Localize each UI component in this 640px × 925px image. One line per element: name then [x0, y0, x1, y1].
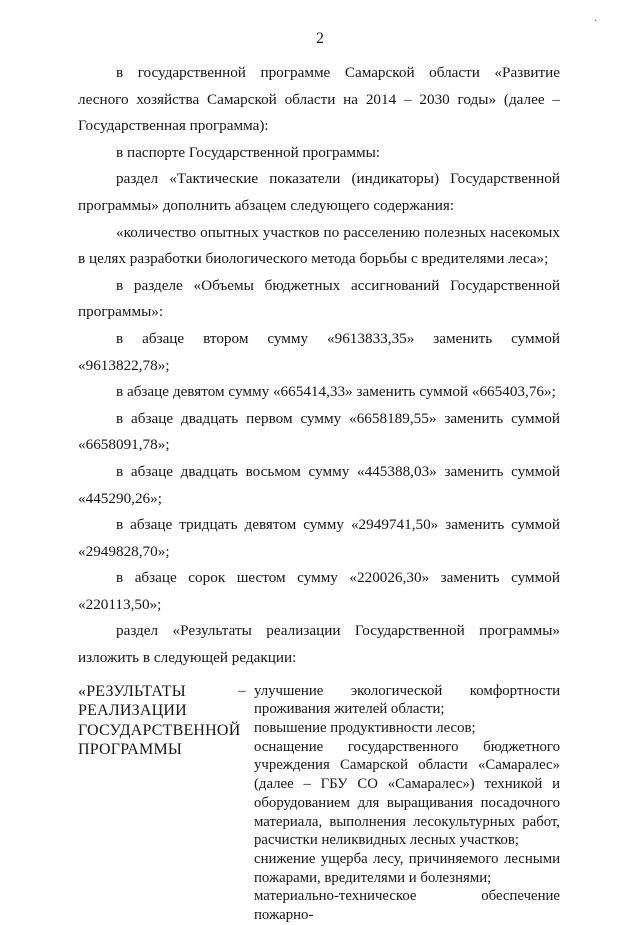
paragraph: в абзаце девятом сумму «665414,33» заменить суммой «665403,76»; [116, 383, 556, 401]
results-heading [78, 682, 241, 925]
results-item: повышение продуктивности лесов; [254, 720, 476, 737]
results-table [78, 682, 560, 925]
results-item: снижение ущерба лесу, причиняемого лесными пожарами, вредителями и болезнями; [254, 850, 560, 886]
paragraph: в разделе «Объемы бюджетных ассигнований Государственной программы»: [78, 276, 560, 321]
paragraph: в абзаце двадцать первом сумму «6658189,55» заменить суммой «6658091,78»; [78, 409, 560, 454]
results-heading-line: ПРОГРАММЫ [78, 741, 183, 759]
document-body [78, 60, 560, 925]
results-items [254, 682, 560, 925]
paragraph: в абзаце тридцать девятом сумму «2949741,50» заменить суммой «2949828,70»; [78, 516, 560, 560]
page-number: 2 [316, 30, 324, 47]
corner-mark: . [594, 10, 597, 24]
results-heading-line: РЕАЛИЗАЦИИ [78, 702, 187, 720]
paragraph: в государственной программе Самарской области «Развитие лесного хозяйства Самарской области на 2014 – 2030 годы» (далее – Государственная программа): [78, 64, 560, 135]
results-heading-line: ГОСУДАРСТВЕННОЙ [78, 721, 241, 739]
paragraph: в абзаце сорок шестом сумму «220026,30» заменить суммой «220113,50»; [78, 569, 560, 613]
paragraph: раздел «Результаты реализации Государственной программы» изложить в следующей редакции: [78, 622, 560, 667]
paragraph: раздел «Тактические показатели (индикаторы) Государственной программы» дополнить абзацем следующего содержания: [78, 170, 560, 214]
paragraph: в абзаце втором сумму «9613833,35» заменить суммой «9613822,78»; [78, 329, 560, 374]
results-item: оснащение государственного бюджетного учреждения Самарской области «Самаралес» (далее – ГБУ СО «Самаралес») техникой и оборудованием для выращивания посадочного материала, выполнения лесокультурных работ, расчистки неликвидных лесных участков; [254, 738, 560, 849]
results-dash: – [238, 682, 246, 699]
results-heading-line: «РЕЗУЛЬТАТЫ [78, 682, 186, 700]
paragraph: в абзаце двадцать восьмом сумму «445388,03» заменить суммой «445290,26»; [78, 462, 560, 507]
paragraph: «количество опытных участков по расселению полезных насекомых в целях разработки биологического метода борьбы с вредителями леса»; [78, 223, 560, 268]
paragraph: в паспорте Государственной программы: [116, 143, 381, 161]
results-item: материально-техническое обеспечение пожарно- [254, 888, 560, 924]
results-item: улучшение экологической комфортности проживания жителей области; [254, 682, 560, 718]
